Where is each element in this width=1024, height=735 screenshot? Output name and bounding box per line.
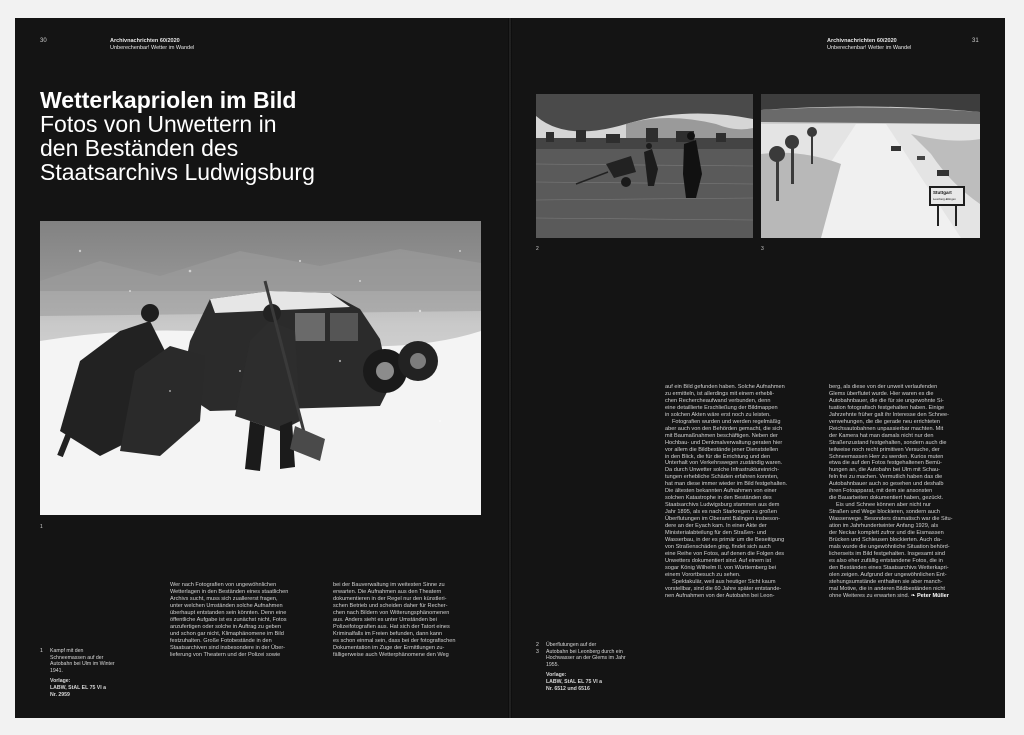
body-line: eine detaillierte Erschließung der Bildmappen — [665, 404, 778, 411]
body-line: Die ältesten bekannten Aufnahmen von einer — [665, 488, 777, 495]
body-line: von Straßenschäden ging, findet sich auch — [665, 543, 771, 550]
caption-number: 1 — [40, 648, 43, 654]
body-line: Unterhalt von Verkehrswegen zuständig waren. — [665, 460, 783, 467]
body-line: Da durch Unwetter solche Infrastruktureinrich- — [665, 467, 780, 474]
caption-number-2: 2 — [536, 642, 539, 648]
body-line: bei der Bauverwaltung im weitesten Sinne zu — [333, 582, 445, 588]
caption-source-line-2: Nr. 2959 — [50, 691, 70, 698]
body-line: lieferung von Theatern und der Polizei sowie — [170, 651, 281, 658]
body-line: Eis und Schnee können aber nicht nur — [836, 502, 931, 509]
body-line: vor allem die Bildbestände jener Dienststellen — [665, 446, 779, 453]
body-line: Jahrzehnte früher galt ihr Interesse den Schnee- — [829, 411, 950, 418]
body-line: festzuhalten. Große Fotobestände in den — [170, 637, 272, 644]
running-head-right — [827, 38, 911, 52]
body-line: chen Rechercheaufwand verbunden, denn — [665, 397, 771, 404]
body-line: dokumentieren in der Regel nur den künstleri- — [333, 595, 447, 602]
final-line-text: ohne Weiteres zu erwarten sind. — [829, 592, 910, 599]
body-line: Dokumentation im Zuge der Ermittlungen zu- — [333, 644, 445, 651]
caption-source — [50, 678, 120, 698]
body-line: Jahr 1895, als es nach Starkregen zu großen — [665, 509, 777, 516]
caption-source-line-1: LABW, StAL EL 75 VI a — [50, 684, 107, 691]
body-line: verwehungen, die die gerade neu errichteten — [829, 418, 941, 425]
body-line: Autobahnbauer, die die für sie ungewohnte Si- — [829, 397, 944, 404]
running-head-issue: Archivnachrichten 60/2020 — [110, 38, 180, 44]
body-line: mit Baumaßnahmen beschäftigen. Neben der — [665, 432, 778, 439]
right-page — [512, 18, 1005, 718]
body-line: Autobahnbauer auch so gesehen und deshalb — [829, 481, 944, 488]
figure-number-2: 2 — [536, 246, 539, 252]
caption-text-a: Überflutungen auf der — [546, 642, 597, 648]
body-line: tuation fotografisch festgehalten haben. Einige — [829, 404, 945, 411]
body-line: teilweise noch recht primitiven Versuche, der — [829, 446, 940, 453]
photo-snow-car — [40, 221, 481, 515]
body-column-right-1 — [665, 384, 825, 600]
body-column-left-1 — [170, 582, 328, 658]
subtitle-line-3: Staatsarchivs Ludwigsburg — [40, 159, 315, 185]
body-line: und schon gar nicht, Klimaphänomene im Bild — [170, 630, 284, 637]
body-line: einem Vorortbesuch zu sehen. — [665, 571, 741, 578]
body-line: es also eher zufällig entstandene Fotos, die in — [829, 557, 943, 564]
body-line: Spektakulär, weil aus heutiger Sicht kaum — [672, 578, 776, 585]
body-line: aber auch von den Behörden gemacht, die sich — [665, 425, 783, 432]
body-line: aus. Anders sieht es unter Umständen bei — [333, 616, 437, 623]
photo-flood-field — [536, 94, 753, 238]
caption-source-label: Vorlage: — [546, 672, 567, 679]
body-line: es schon einmal sein, dass bei der fotografischen — [333, 637, 456, 644]
caption-source-label: Vorlage: — [50, 678, 71, 685]
body-line: Hochbau- und Denkmalverwaltung geraten hier — [665, 439, 783, 446]
subtitle-line-1: Fotos von Unwettern in — [40, 111, 277, 137]
running-head-issue: Archivnachrichten 60/2020 — [827, 38, 897, 44]
body-line: zu ermitteln, ist allerdings mit einem erhebli- — [665, 390, 775, 397]
body-column-right-2 — [829, 384, 991, 600]
body-line: Wer nach Fotografien von ungewöhnlichen — [170, 582, 277, 588]
caption-source — [546, 672, 636, 692]
body-line: Brücken und Schleusen blockierten. Auch da- — [829, 536, 942, 543]
body-line: Kriminalfalls im Freien befunden, dann kann — [333, 630, 443, 637]
final-line — [829, 593, 991, 600]
article-title — [40, 88, 480, 184]
figure-number-1: 1 — [40, 524, 43, 530]
body-line: nen Aufnahmen von der Autobahn bei Leon- — [665, 592, 775, 599]
body-line: Polizeifotografien aus. Hat sich der Tatort eines — [333, 623, 450, 630]
body-line: die Bauarbeiten dokumentiert haben, gezückt. — [829, 495, 944, 502]
caption-text: Kampf mit den Schneemassen auf der Autobahn bei Ulm im Winter 1941. — [50, 648, 115, 674]
body-line: berg, als diese von der unweit verlaufenden — [829, 384, 938, 390]
body-line: den Beständen eines Staatsarchivs Wetterkapri- — [829, 564, 949, 571]
body-line: Staatsarchivs Ludwigsburg stammen aus dem — [665, 502, 780, 509]
body-line: Glems überflutet wurde. Hier waren es die — [829, 390, 934, 397]
body-line: vorstellbar, sind die 60 Jahre später entstande- — [665, 585, 782, 592]
body-line: dere an der Eyach kam. In einer Akte der — [665, 523, 767, 530]
body-line: hungen an, die Autobahn bei Ulm mit Schau- — [829, 467, 941, 474]
body-line: anzufertigen oder solche in Auftrag zu geben — [170, 623, 282, 630]
body-line: überhaupt entstanden sein könnten. Denn eine — [170, 609, 287, 616]
caption-source-line-2: Nr. 6512 und 6516 — [546, 685, 590, 692]
body-line: Unwetters dokumentiert sind. Auf einem ist — [665, 557, 772, 564]
body-line: Staatsarchiven sind insbesondere in der Über- — [170, 644, 286, 651]
caption-figures-2-3 — [536, 642, 636, 692]
photo-flood-autobahn — [761, 94, 980, 238]
body-line: solchen Katastrophe in den Beständen des — [665, 495, 772, 502]
body-line: Straßen und Wege blockieren, sondern auch — [829, 509, 940, 516]
body-line: olen zeigen. Aufgrund der ungewöhnlichen Ent- — [829, 571, 947, 578]
magazine-spread — [15, 18, 1005, 718]
body-line: auf ein Bild gefunden haben. Solche Aufnahmen — [665, 384, 785, 390]
left-page — [15, 18, 508, 718]
body-line: erwarten. Die Aufnahmen aus den Theatern — [333, 588, 442, 595]
body-line: unter welchen Umständen solche Aufnahmen — [170, 602, 283, 609]
body-line: stehungsumstände enthalten sie aber manch- — [829, 578, 943, 585]
page-number-right: 31 — [972, 38, 979, 44]
caption-source-line-1: LABW, StAL EL 75 VI a — [546, 678, 603, 685]
body-line: feln frei zu machen. Vermutlich haben das die — [829, 474, 943, 481]
body-line: in den Blick, die für die Errichtung und den — [665, 453, 771, 460]
body-line: licherseits im Bild festgehalten. Insgesamt sind — [829, 550, 945, 557]
body-line: Wetterlagen in den Beständen eines staatlichen — [170, 588, 289, 595]
body-line: chen nach Bildern von Witterungsphänomenen — [333, 609, 450, 616]
caption-figure-1 — [40, 648, 120, 698]
signoff-fleuron-icon: ❧ — [910, 592, 916, 599]
body-line: eine Reihe von Fotos, auf denen die Folgen des — [665, 550, 785, 557]
figure-number-3: 3 — [761, 246, 764, 252]
running-head-left — [110, 38, 194, 52]
body-line: Überflutungen im Oberamt Balingen insbeson- — [665, 516, 781, 523]
body-line: schen Betrieb und scheiden daher für Recher- — [333, 602, 448, 609]
body-line: fälligerweise auch Wetterphänomene den Weg — [333, 651, 449, 658]
body-line: Ministerialabteilung für den Straßen- und — [665, 530, 767, 537]
road-sign-text-2: Leonberg-Eltingen — [933, 197, 956, 201]
body-line: hat man diese immer wieder im Bild festgehalten. — [665, 481, 788, 488]
body-line: sogar König Wilhelm II. von Württemberg bei — [665, 564, 776, 571]
title-bold: Wetterkapriolen im Bild — [40, 87, 297, 113]
body-line: Wasserwege. Besonders dramatisch war die Situ- — [829, 516, 953, 523]
body-line: Reichsautobahnen unpassierbar machten. Mit — [829, 425, 944, 432]
running-head-theme: Unberechenbar! Wetter im Wandel — [827, 45, 912, 51]
body-column-left-2 — [333, 582, 493, 658]
body-line: mal Motive, die in anderen Bildbeständen nicht — [829, 585, 945, 592]
body-line: der Kamera hat man damals nicht nur den — [829, 432, 934, 439]
body-line: der Neckar komplett zufror und die Eismassen — [829, 530, 944, 537]
body-line: ihren Fotoapparat, mit dem sie ansonsten — [829, 488, 933, 495]
body-line: öffentliche Aufgabe ist es zunächst nicht, Fotos — [170, 616, 287, 623]
running-head-theme: Unberechenbar! Wetter im Wandel — [110, 45, 195, 51]
caption-number-3: 3 — [536, 648, 539, 655]
body-line: Fotografien wurden und werden regelmäßig — [672, 418, 781, 425]
author-name: Peter Müller — [916, 592, 949, 599]
body-line: Wasserbau, in der es primär um die Beseitigung — [665, 536, 785, 543]
body-line: Schneemassen Herr zu werden. Kurios muten — [829, 453, 944, 460]
page-number-left: 30 — [40, 38, 47, 44]
body-line: ation im Jahrhundertwinter Anfang 1929, als — [829, 523, 939, 530]
road-sign-text-1: Stuttgart — [933, 190, 952, 195]
body-line: mals wurde die ungewöhnliche Situation behörd- — [829, 543, 950, 550]
body-line: etwa die auf den Fotos festgehaltenen Bemü- — [829, 460, 942, 467]
subtitle-line-2: den Beständen des — [40, 135, 239, 161]
body-line: Straßenzustand festgehalten, sondern auch die — [829, 439, 947, 446]
body-line: Archivs sucht, muss sich zuallererst fragen, — [170, 595, 278, 602]
body-line: tungen erhebliche Schäden erfahren konnten, — [665, 474, 779, 481]
body-line: in solchen Akten wäre erst noch zu leisten. — [665, 411, 771, 418]
caption-text-b: Autobahn bei Leonberg durch ein Hochwasser an der Glems im Jahr 1955. — [546, 648, 626, 668]
